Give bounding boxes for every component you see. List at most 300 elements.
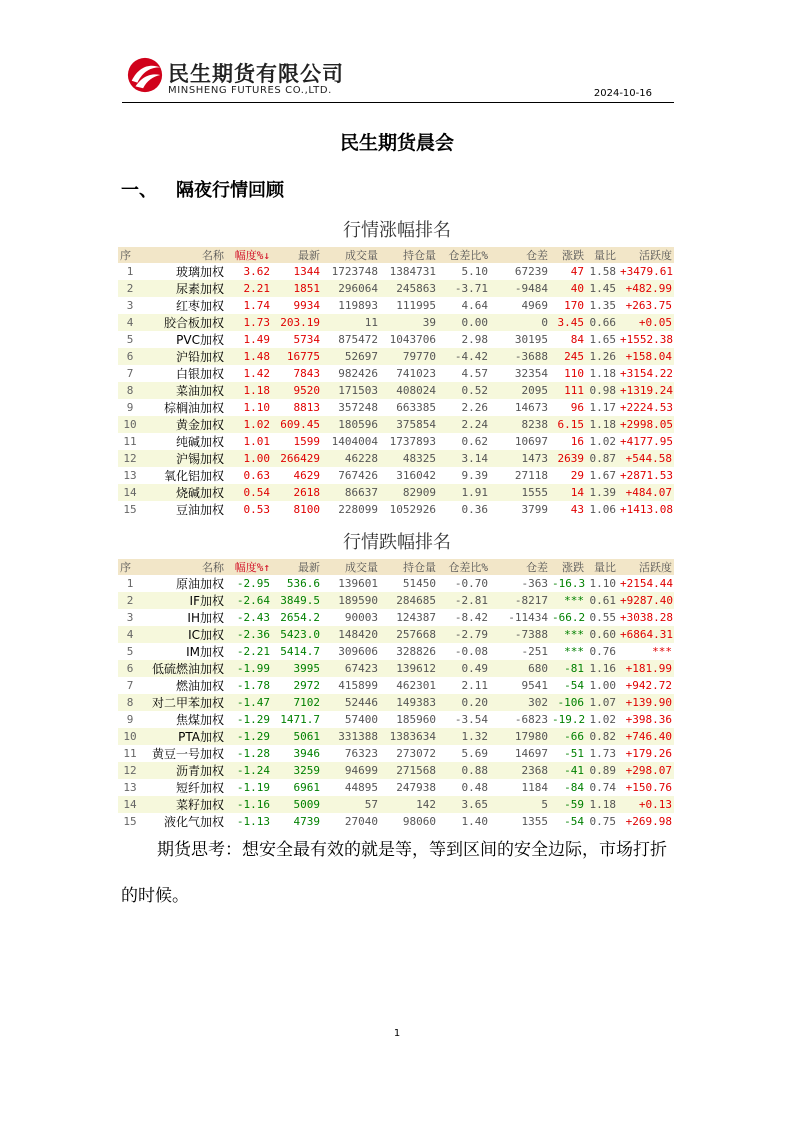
table-cell: 6 (118, 660, 142, 677)
table-cell: 11 (322, 314, 380, 331)
table-cell: 48325 (380, 450, 438, 467)
table-cell: 玻璃加权 (175, 265, 224, 279)
table-cell: 76323 (344, 747, 378, 760)
table-cell: 1.58 (589, 265, 616, 278)
table-row (118, 331, 674, 348)
table-cell: 46228 (322, 450, 380, 467)
table-cell: 0.53 (243, 503, 270, 516)
gainers-table-title: 行情涨幅排名 (343, 220, 451, 241)
table-cell: 32354 (514, 367, 548, 380)
table-cell: 1.10 (243, 401, 270, 414)
table-cell: IH加权 (187, 611, 224, 625)
table-cell: 焦煤加权 (175, 713, 224, 727)
losers-table (118, 559, 674, 830)
company-name-cn: 民生期货有限公司 (168, 62, 344, 86)
table-cell: -7388 (490, 626, 550, 643)
table-row (118, 501, 674, 518)
table-cell: 94699 (322, 762, 380, 779)
table-cell: 0.61 (586, 592, 618, 609)
table-cell: +1413.08 (620, 503, 673, 516)
table-cell: +1552.38 (620, 333, 673, 346)
table-cell: 6.15 (550, 416, 586, 433)
table-cell: -16.3 (552, 577, 586, 590)
table-cell: 沪铅加权 (142, 348, 226, 365)
table-cell: -51 (564, 747, 584, 760)
table-row (118, 779, 674, 796)
table-cell: -1.29 (236, 713, 270, 726)
section-title: 隔夜行情回顾 (176, 180, 284, 201)
table-cell: 5 (126, 645, 134, 658)
table-cell: 110 (564, 367, 584, 380)
table-row (118, 728, 674, 745)
table-cell: +6864.31 (620, 628, 673, 641)
table-cell: 1383634 (380, 728, 438, 745)
table-cell: 黄豆一号加权 (151, 747, 224, 761)
table-cell: 462301 (396, 679, 436, 692)
table-cell: 0.52 (438, 382, 490, 399)
table-cell: 2.26 (461, 401, 488, 414)
table-cell: 149383 (380, 694, 438, 711)
table-cell: 296064 (322, 280, 380, 297)
table-row (118, 796, 674, 813)
table-cell: 5414.7 (280, 645, 320, 658)
page-number: 1 (393, 1028, 401, 1039)
table-row (118, 745, 674, 762)
table-cell: 4.64 (461, 299, 488, 312)
table-cell: -54 (564, 815, 584, 828)
table-cell: 1.02 (589, 435, 616, 448)
table-cell: 302 (490, 694, 550, 711)
table-cell: -4.42 (438, 348, 490, 365)
table-cell: *** (652, 645, 672, 658)
table-cell: 170 (564, 299, 584, 312)
table-cell: 5423.0 (272, 626, 322, 643)
column-header: 活跃度 (618, 559, 674, 575)
table-cell: 119893 (338, 299, 378, 312)
table-cell: 2.11 (461, 679, 488, 692)
table-cell: 1052926 (389, 503, 436, 516)
table-cell: 0.87 (586, 450, 618, 467)
table-cell: 90003 (344, 611, 378, 624)
table-cell: 1.40 (461, 815, 488, 828)
table-cell: 17980 (490, 728, 550, 745)
minsheng-logo-icon (126, 56, 164, 94)
table-cell: 14 (118, 484, 142, 501)
table-cell: 黄金加权 (142, 416, 226, 433)
column-header: 名称 (142, 559, 226, 575)
table-cell: 1.18 (226, 382, 272, 399)
table-cell: 51450 (402, 577, 436, 590)
table-cell: 低硫燃油加权 (142, 660, 226, 677)
table-cell: 0.75 (589, 815, 616, 828)
table-cell: 3849.5 (272, 592, 322, 609)
table-cell: 菜油加权 (142, 382, 226, 399)
table-cell: -1.24 (226, 762, 272, 779)
table-cell: 111995 (396, 299, 436, 312)
table-cell: -2.95 (236, 577, 270, 590)
table-cell: 1.00 (226, 450, 272, 467)
table-cell: 3946 (293, 747, 320, 760)
table-cell: 8238 (490, 416, 550, 433)
table-cell: 14 (550, 484, 586, 501)
table-cell: 1.10 (589, 577, 616, 590)
table-cell: 5.10 (461, 265, 488, 278)
table-cell: 663385 (396, 401, 436, 414)
table-cell: 3995 (272, 660, 322, 677)
table-cell: 4969 (521, 299, 548, 312)
table-cell: 0.20 (438, 694, 490, 711)
table-cell: 1355 (521, 815, 548, 828)
table-header-row (118, 247, 674, 263)
table-cell: 豆油加权 (175, 503, 224, 517)
losers-table-title: 行情跌幅排名 (343, 532, 451, 553)
table-cell: 203.19 (272, 314, 322, 331)
column-header: 最新 (272, 559, 322, 575)
table-cell: IF加权 (142, 592, 226, 609)
table-cell: -54 (564, 679, 584, 692)
table-cell: 7843 (293, 367, 320, 380)
table-row (118, 382, 674, 399)
table-cell: 8813 (293, 401, 320, 414)
table-cell: 0.60 (586, 626, 618, 643)
table-cell: 1471.7 (280, 713, 320, 726)
table-cell: 271568 (380, 762, 438, 779)
table-cell: 燃油加权 (175, 679, 224, 693)
table-cell: 7102 (272, 694, 322, 711)
table-cell: -2.43 (236, 611, 270, 624)
table-cell: +9287.40 (620, 594, 673, 607)
table-cell: 415899 (338, 679, 378, 692)
table-cell: 0.88 (438, 762, 490, 779)
table-cell: 86637 (322, 484, 380, 501)
table-cell: +263.75 (625, 299, 672, 312)
table-cell: PVC加权 (176, 333, 224, 347)
table-cell: 2 (118, 592, 142, 609)
table-cell: +544.58 (618, 450, 674, 467)
table-cell: 266429 (272, 450, 322, 467)
table-cell: 4 (118, 626, 142, 643)
table-cell: 1.45 (586, 280, 618, 297)
table-cell: 13 (123, 781, 137, 794)
table-cell: 0.82 (586, 728, 618, 745)
table-cell: 1.02 (589, 713, 616, 726)
table-cell: 536.6 (286, 577, 320, 590)
table-cell: 7 (126, 367, 134, 380)
table-cell: -2.64 (226, 592, 272, 609)
table-cell: +746.40 (618, 728, 674, 745)
table-cell: -6823 (514, 713, 548, 726)
table-cell: 5.69 (461, 747, 488, 760)
table-cell: 9.39 (461, 469, 488, 482)
table-cell: 1.01 (243, 435, 270, 448)
table-cell: 3.14 (438, 450, 490, 467)
table-cell: 1723748 (331, 265, 378, 278)
table-cell: 0.63 (243, 469, 270, 482)
table-cell: 1599 (293, 435, 320, 448)
column-header: 持仓量 (380, 559, 438, 575)
table-cell: 680 (490, 660, 550, 677)
table-cell: -251 (521, 645, 548, 658)
table-row (118, 467, 674, 484)
section-heading (121, 176, 284, 202)
table-row (118, 348, 674, 365)
table-cell: 1.65 (589, 333, 616, 346)
table-cell: +4177.95 (620, 435, 673, 448)
table-cell: 0.00 (438, 314, 490, 331)
table-row (118, 280, 674, 297)
table-cell: 8 (118, 382, 142, 399)
table-row (118, 314, 674, 331)
column-header: 涨跌 (550, 247, 586, 263)
table-cell: 氧化铝加权 (163, 469, 224, 483)
table-cell: 14673 (514, 401, 548, 414)
table-cell: +0.13 (618, 796, 674, 813)
table-cell: 2368 (490, 762, 550, 779)
table-row (118, 263, 674, 280)
column-header: 名称 (142, 247, 226, 263)
table-cell: 57400 (344, 713, 378, 726)
column-header: 涨跌 (550, 559, 586, 575)
table-cell: 79770 (380, 348, 438, 365)
column-header: 成交量 (322, 559, 380, 575)
table-cell: 6961 (293, 781, 320, 794)
table-cell: 189590 (322, 592, 380, 609)
table-row (118, 399, 674, 416)
table-cell: +2871.53 (620, 469, 673, 482)
table-cell: -1.78 (236, 679, 270, 692)
table-cell: 8 (118, 694, 142, 711)
table-cell: -2.81 (438, 592, 490, 609)
table-cell: 棕榈油加权 (163, 401, 224, 415)
column-header: 仓差比% (438, 247, 490, 263)
table-cell: 273072 (396, 747, 436, 760)
table-row (118, 643, 674, 660)
table-cell: 6 (118, 348, 142, 365)
table-cell: 1.39 (586, 484, 618, 501)
table-cell: 9520 (272, 382, 322, 399)
column-header: 最新 (272, 247, 322, 263)
table-cell: -3.71 (438, 280, 490, 297)
table-cell: 124387 (396, 611, 436, 624)
table-cell: -66 (550, 728, 586, 745)
table-cell: 3 (126, 611, 134, 624)
table-cell: 52697 (322, 348, 380, 365)
table-cell: 沥青加权 (142, 762, 226, 779)
table-cell: 328826 (396, 645, 436, 658)
table-cell: -84 (564, 781, 584, 794)
table-cell: -1.29 (226, 728, 272, 745)
table-cell: 1.73 (589, 747, 616, 760)
table-cell: *** (550, 626, 586, 643)
table-cell: 1737893 (389, 435, 436, 448)
table-cell: 12 (118, 762, 142, 779)
table-cell: 尿素加权 (142, 280, 226, 297)
table-cell: 纯碱加权 (175, 435, 224, 449)
table-cell: 0.74 (589, 781, 616, 794)
table-cell: -66.2 (552, 611, 586, 624)
table-cell: 357248 (338, 401, 378, 414)
table-cell: +3154.22 (620, 367, 673, 380)
table-cell: +1319.24 (620, 384, 673, 397)
table-cell: +482.99 (618, 280, 674, 297)
table-cell: 1.17 (589, 401, 616, 414)
table-cell: 3799 (521, 503, 548, 516)
column-header: 序 (118, 247, 142, 263)
table-cell: 1.18 (586, 796, 618, 813)
table-cell: +2224.53 (620, 401, 673, 414)
table-cell: -3688 (490, 348, 550, 365)
table-cell: 2.98 (461, 333, 488, 346)
gainers-table (118, 247, 674, 518)
table-cell: 2972 (293, 679, 320, 692)
table-cell: 741023 (396, 367, 436, 380)
table-cell: 0.66 (586, 314, 618, 331)
table-cell: 408024 (380, 382, 438, 399)
table-cell: 609.45 (272, 416, 322, 433)
table-row (118, 660, 674, 677)
table-cell: 1.48 (226, 348, 272, 365)
table-cell: 1.35 (589, 299, 616, 312)
column-header: 持仓量 (380, 247, 438, 263)
table-cell: -2.21 (236, 645, 270, 658)
table-cell: 98060 (402, 815, 436, 828)
table-cell: -2.36 (226, 626, 272, 643)
table-cell: +3038.28 (620, 611, 673, 624)
table-cell: 1.42 (243, 367, 270, 380)
table-cell: 2639 (550, 450, 586, 467)
company-name-en: MINSHENG FUTURES CO.,LTD. (168, 85, 332, 96)
table-cell: 9541 (521, 679, 548, 692)
table-cell: 1.07 (586, 694, 618, 711)
page-header (122, 52, 674, 103)
table-cell: -11434 (508, 611, 548, 624)
table-cell: 15 (123, 503, 137, 516)
table-cell: 1 (126, 265, 134, 278)
table-cell: 0.76 (589, 645, 616, 658)
table-cell: 1.16 (586, 660, 618, 677)
table-cell: +139.90 (618, 694, 674, 711)
table-cell: 0.62 (461, 435, 488, 448)
table-cell: 29 (570, 469, 584, 482)
table-cell: -59 (550, 796, 586, 813)
column-header: 仓差比% (438, 559, 490, 575)
table-row (118, 297, 674, 314)
table-cell: IC加权 (142, 626, 226, 643)
table-cell: 烧碱加权 (142, 484, 226, 501)
column-header: 活跃度 (618, 247, 674, 263)
table-cell: -19.2 (552, 713, 586, 726)
table-cell: 1.74 (243, 299, 270, 312)
table-cell: 0.89 (586, 762, 618, 779)
table-cell: -1.13 (236, 815, 270, 828)
table-cell: 0.54 (226, 484, 272, 501)
table-cell: IM加权 (186, 645, 224, 659)
table-cell: +269.98 (625, 815, 672, 828)
table-cell: 57 (322, 796, 380, 813)
table-cell: 375854 (380, 416, 438, 433)
table-cell: 5 (126, 333, 134, 346)
table-cell: 5061 (272, 728, 322, 745)
table-cell: 1043706 (389, 333, 436, 346)
table-cell: 15 (123, 815, 137, 828)
table-cell: 247938 (396, 781, 436, 794)
table-cell: 27118 (514, 469, 548, 482)
table-cell: +2998.05 (620, 418, 673, 431)
table-cell: 白银加权 (175, 367, 224, 381)
table-cell: 0.36 (461, 503, 488, 516)
table-cell: +398.36 (625, 713, 672, 726)
table-cell: +2154.44 (620, 577, 673, 590)
table-row (118, 433, 674, 450)
table-cell: 8100 (293, 503, 320, 516)
table-cell: -9484 (490, 280, 550, 297)
table-cell: +3479.61 (620, 265, 673, 278)
table-cell: 1.32 (438, 728, 490, 745)
table-cell: -0.08 (454, 645, 488, 658)
table-cell: 红枣加权 (175, 299, 224, 313)
table-cell: 9 (126, 713, 134, 726)
table-cell: 67423 (322, 660, 380, 677)
table-cell: 47 (570, 265, 584, 278)
table-cell: 4 (118, 314, 142, 331)
table-cell: 3259 (272, 762, 322, 779)
table-cell: 3.45 (550, 314, 586, 331)
table-cell: 30195 (514, 333, 548, 346)
table-cell: 0.49 (438, 660, 490, 677)
table-cell: -81 (550, 660, 586, 677)
table-cell: 1851 (272, 280, 322, 297)
table-cell: 10 (118, 728, 142, 745)
column-header: 序 (118, 559, 142, 575)
table-row (118, 626, 674, 643)
column-header: 量比 (586, 559, 618, 575)
report-date: 2024-10-16 (593, 88, 652, 99)
table-row (118, 609, 674, 626)
table-cell: +181.99 (618, 660, 674, 677)
table-cell: 3.65 (438, 796, 490, 813)
table-cell: 16 (570, 435, 584, 448)
table-cell: 1344 (293, 265, 320, 278)
table-cell: 5734 (293, 333, 320, 346)
table-cell: -41 (550, 762, 586, 779)
table-cell: 16775 (272, 348, 322, 365)
table-row (118, 592, 674, 609)
table-cell: 9 (126, 401, 134, 414)
table-cell: 2.24 (438, 416, 490, 433)
table-cell: 胶合板加权 (142, 314, 226, 331)
table-cell: 0.48 (461, 781, 488, 794)
table-cell: 52446 (322, 694, 380, 711)
table-row (118, 484, 674, 501)
column-header: 仓差 (490, 247, 550, 263)
table-cell: 1.18 (589, 367, 616, 380)
table-cell: -2.79 (438, 626, 490, 643)
table-row (118, 575, 674, 592)
table-cell: 1384731 (389, 265, 436, 278)
table-cell: 1.06 (589, 503, 616, 516)
table-cell: 139612 (380, 660, 438, 677)
table-cell: 3.62 (243, 265, 270, 278)
column-header: 仓差 (490, 559, 550, 575)
table-cell: -0.70 (454, 577, 488, 590)
table-cell: -3.54 (454, 713, 488, 726)
table-row (118, 677, 674, 694)
table-cell: 257668 (380, 626, 438, 643)
table-cell: 284685 (380, 592, 438, 609)
table-cell: 39 (380, 314, 438, 331)
column-header: 量比 (586, 247, 618, 263)
table-cell: 液化气加权 (163, 815, 224, 829)
